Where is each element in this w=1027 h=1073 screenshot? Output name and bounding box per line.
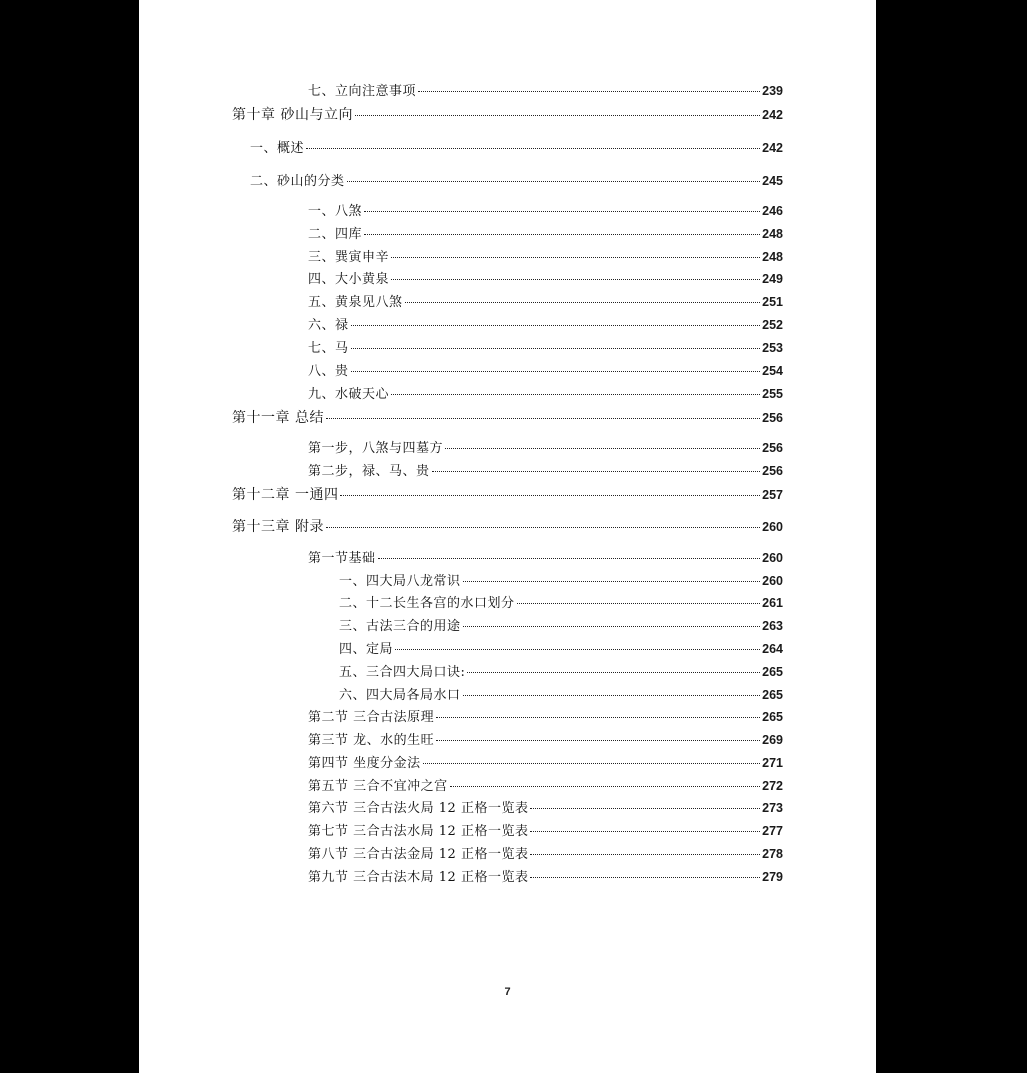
toc-leader [391,257,760,258]
toc-entry-title: 五、黄泉见八煞 [308,295,403,310]
toc-entry-title: 七、立向注意事项 [308,84,417,99]
toc-entry-title: 六、四大局各局水口 [339,688,461,703]
toc-entry-page: 269 [762,733,783,747]
toc-entry-title: 四、定局 [339,642,394,657]
toc-entry-title: 二、四库 [308,227,363,242]
toc-item[interactable] [308,438,783,458]
toc-leader [364,211,760,212]
toc-leader [395,649,760,650]
toc-leader [347,181,761,182]
toc-entry-title: 一、概述 [250,141,305,156]
toc-item[interactable] [308,461,783,481]
toc-leader [355,115,760,116]
toc-item[interactable] [308,201,783,221]
toc-entry-page: 278 [762,847,783,861]
toc-entry-page: 260 [762,520,783,534]
toc-entry-title: 第十三章 附录 [232,519,324,535]
toc-entry-title: 第九节 三合古法木局 12 正格一览表 [308,870,529,885]
toc-section[interactable] [250,138,783,158]
toc-leader [450,786,761,787]
toc-item[interactable] [308,315,783,335]
toc-leader [436,717,760,718]
toc-leader [326,418,760,419]
toc-entry-page: 279 [762,870,783,884]
toc-entry-page: 257 [762,488,783,502]
toc-leader [378,558,761,559]
toc-subitem[interactable] [339,593,783,613]
toc-entry-page: 256 [762,464,783,478]
toc-entry-page: 254 [762,364,783,378]
toc-entry-page: 273 [762,801,783,815]
toc-subitem[interactable] [339,639,783,659]
toc-entry-page: 265 [762,665,783,679]
toc-entry-title: 四、大小黄泉 [308,272,390,287]
toc-entry-title: 第二节 三合古法原理 [308,710,435,725]
toc-entry-title: 第七节 三合古法水局 12 正格一览表 [308,824,529,839]
toc-entry-page: 256 [762,411,783,425]
toc-entry-title: 第一步，八煞与四墓方 [308,441,444,456]
toc-leader [351,325,761,326]
toc-item[interactable] [308,224,783,244]
page-number: 7 [504,986,511,998]
toc-leader [463,626,761,627]
toc-entry-title: 一、四大局八龙常识 [339,574,461,589]
toc-subitem[interactable] [339,685,783,705]
document-page [139,0,876,1073]
toc-item[interactable] [308,338,783,358]
toc-leader [436,740,760,741]
toc-entry-page: 260 [762,574,783,588]
toc-entry-page: 265 [762,710,783,724]
toc-leader [423,763,761,764]
toc-leader [326,527,760,528]
toc-entry-page: 246 [762,204,783,218]
toc-entry-page: 248 [762,250,783,264]
toc-entry-page: 252 [762,318,783,332]
toc-entry-page: 255 [762,387,783,401]
toc-entry-page: 251 [762,295,783,309]
toc-leader [306,148,760,149]
toc-item[interactable] [308,247,783,267]
toc-leader [391,279,760,280]
toc-entry-page: 245 [762,174,783,188]
toc-leader [530,831,760,832]
toc-entry-title: 六、禄 [308,318,349,333]
toc-leader [517,603,761,604]
toc-entry-title: 五、三合四大局口诀: [339,665,466,680]
toc-chapter-13[interactable] [232,517,783,537]
toc-entry-page: 264 [762,642,783,656]
toc-leader [351,348,761,349]
toc-item[interactable] [308,269,783,289]
toc-entry-page: 248 [762,227,783,241]
toc-entry-page: 253 [762,341,783,355]
toc-leader [445,448,760,449]
toc-subitem[interactable] [339,571,783,591]
toc-item[interactable] [308,292,783,312]
toc-section[interactable] [308,867,783,887]
toc-item[interactable] [308,384,783,404]
toc-leader [467,672,760,673]
toc-entry-page: 277 [762,824,783,838]
toc-leader [340,495,760,496]
toc-entry-title: 第六节 三合古法火局 12 正格一览表 [308,801,529,816]
toc-leader [364,234,760,235]
toc-entry-page: 256 [762,441,783,455]
toc-section[interactable] [308,821,783,841]
toc-entry-title: 二、十二长生各宫的水口划分 [339,596,515,611]
toc-section[interactable] [308,798,783,818]
toc-entry-title: 九、水破天心 [308,387,390,402]
toc-entry-title: 第五节 三合不宜冲之宫 [308,779,448,794]
toc-leader [463,581,761,582]
toc-leader [530,854,760,855]
toc-leader [530,877,760,878]
toc-entry-page: 242 [762,108,783,122]
toc-subitem[interactable] [339,662,783,682]
toc-leader [405,302,761,303]
toc-entry-page: 271 [762,756,783,770]
toc-entry-title: 第八节 三合古法金局 12 正格一览表 [308,847,529,862]
toc-entry-title: 第一节基础 [308,551,376,566]
toc-entry-page: 272 [762,779,783,793]
toc-entry-title: 三、巽寅申辛 [308,250,390,265]
toc-leader [530,808,760,809]
toc-entry-title: 第四节 坐度分金法 [308,756,421,771]
toc-entry-page: 249 [762,272,783,286]
toc-entry-title: 七、马 [308,341,349,356]
toc-leader [391,394,760,395]
toc-entry-page: 242 [762,141,783,155]
toc-entry-page: 263 [762,619,783,633]
toc-entry-page: 261 [762,596,783,610]
toc-chapter-11[interactable] [232,408,783,428]
toc-leader [463,695,761,696]
toc-entry-title: 第十一章 总结 [232,410,324,426]
toc-entry[interactable] [308,81,783,101]
toc-item[interactable] [308,361,783,381]
toc-leader [351,371,761,372]
toc-section[interactable] [308,844,783,864]
toc-entry-title: 一、八煞 [308,204,363,219]
toc-section[interactable] [250,171,783,191]
toc-chapter-10[interactable] [232,105,783,125]
toc-entry-title: 第二步，禄、马、贵 [308,464,430,479]
toc-entry-title: 第三节 龙、水的生旺 [308,733,435,748]
toc-entry-page: 265 [762,688,783,702]
toc-entry-title: 二、砂山的分类 [250,174,345,189]
toc-chapter-12[interactable] [232,485,783,505]
toc-entry-page: 239 [762,84,783,98]
toc-section[interactable] [308,776,783,796]
toc-subitem[interactable] [339,616,783,636]
toc-section[interactable] [308,730,783,750]
toc-entry-title: 第十二章 一通四 [232,487,339,503]
toc-entry-page: 260 [762,551,783,565]
toc-section[interactable] [308,548,783,568]
toc-section[interactable] [308,753,783,773]
toc-entry-title: 第十章 砂山与立向 [232,107,353,123]
toc-entry-title: 三、古法三合的用途 [339,619,461,634]
toc-leader [432,471,761,472]
toc-entry-title: 八、贵 [308,364,349,379]
toc-leader [418,91,760,92]
toc-section[interactable] [308,707,783,727]
